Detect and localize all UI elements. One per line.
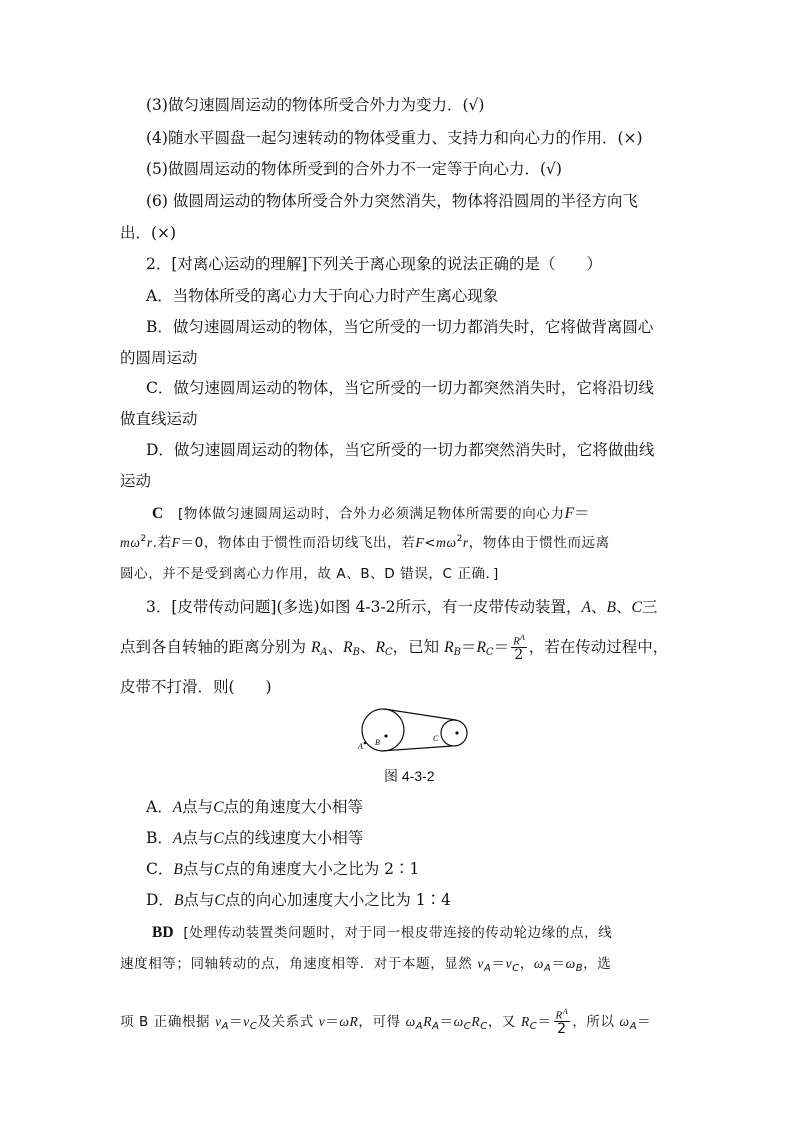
item-4: (4)随水平圆盘一起匀速转动的物体受重力、支持力和向心力的作用．(×) [146, 129, 643, 147]
q2-explanation-line1: C [物体做匀速圆周运动时，合外力必须满足物体所需要的向心力F＝ [152, 504, 590, 522]
point-a-dot [364, 742, 367, 745]
q2-explanation-line2: $m\omega^2r$.若F＝0，物体由于惯性而沿切线飞出，若$F<m\omega^2r$，物体由于惯性而远离 [120, 534, 610, 551]
q3-stem-line1: 3．[皮带传动问题](多选)如图 4-3-2所示，有一皮带传动装置，A、B、C三 [146, 598, 658, 616]
q2-option-d-line2: 运动 [120, 472, 152, 490]
q3-stem-line3: 皮带不打滑．则( ) [120, 678, 272, 696]
label-a: A [358, 742, 363, 751]
fraction-ra-over-2-explanation: $\frac{R^A}{2}$ [555, 1006, 569, 1038]
q2-option-a: A．当物体所受的离心力大于向心力时产生离心现象 [146, 287, 499, 305]
q2-option-b-line1: B．做匀速圆周运动的物体，当它所受的一切力都消失时，它将做背离圆心 [146, 318, 654, 336]
item-3: (3)做匀速圆周运动的物体所受合外力为变力．(√) [146, 96, 485, 114]
label-c: C [433, 734, 439, 743]
axle-dot-small [455, 731, 458, 734]
q2-explanation-line3: 圆心，并不是受到离心力作用，故 A、B、D 错误，C 正确．] [120, 566, 499, 582]
q2-answer: C [152, 505, 164, 522]
fraction-ra-over-2: $\frac{R^A}{2}$ [513, 632, 525, 664]
q3-option-b: B．A点与C点的线速度大小相等 [146, 829, 364, 847]
q3-option-c: C．B点与C点的角速度大小之比为 2∶1 [146, 860, 420, 878]
item-6-line1: (6) 做圆周运动的物体所受合外力突然消失，物体将沿圆周的半径方向飞 [146, 192, 638, 210]
q2-option-b-line2: 的圆周运动 [120, 349, 198, 367]
belt-drive-diagram [355, 703, 475, 757]
belt-top [384, 709, 456, 720]
q3-option-a: A．A点与C点的角速度大小相等 [146, 798, 364, 816]
q3-explanation-line3: 项 B 正确根据 $v_A=v_C$及关系式 v＝ωR，可得 $\omega_AR_A=\omega_CR_C$，又 $R_C=$ $\frac{R^A}{2}$ ，所以 $\omega_A=$ [120, 1006, 652, 1038]
q2-stem: 2．[对离心运动的理解]下列关于离心现象的说法正确的是（ ） [146, 255, 602, 273]
q3-option-d: D．B点与C点的向心加速度大小之比为 1∶4 [146, 891, 451, 909]
label-b: B [375, 738, 380, 747]
q2-option-c-line1: C．做匀速圆周运动的物体，当它所受的一切力都突然消失时，它将沿切线 [146, 379, 654, 397]
q2-option-d-line1: D．做匀速圆周运动的物体，当它所受的一切力都突然消失时，它将做曲线 [146, 441, 655, 459]
item-5: (5)做圆周运动的物体所受到的合外力不一定等于向心力．(√) [146, 160, 562, 178]
q3-stem-line2: 点到各自转轴的距离分别为 $R_A$、$R_B$、$R_C$，已知 $R_B=R_C=$ $\frac{R^A}{2}$ ，若在传动过程中， [120, 632, 669, 664]
small-wheel [441, 720, 467, 746]
q3-explanation-line2: 速度相等；同轴转动的点，角速度相等．对于本题，显然 $v_A=v_C$，$\omega_A=\omega_B$，选 [120, 956, 612, 974]
item-6-line2: 出．(×) [120, 224, 177, 242]
large-wheel [362, 709, 404, 751]
q2-option-c-line2: 做直线运动 [120, 410, 198, 428]
q3-explanation-line1: BD [处理传动装置类问题时，对于同一根皮带连接的传动轮边缘的点，线 [152, 924, 613, 941]
q3-answer: BD [152, 924, 174, 941]
axle-dot-large [384, 734, 387, 737]
figure-caption: 图 4-3-2 [384, 768, 435, 784]
